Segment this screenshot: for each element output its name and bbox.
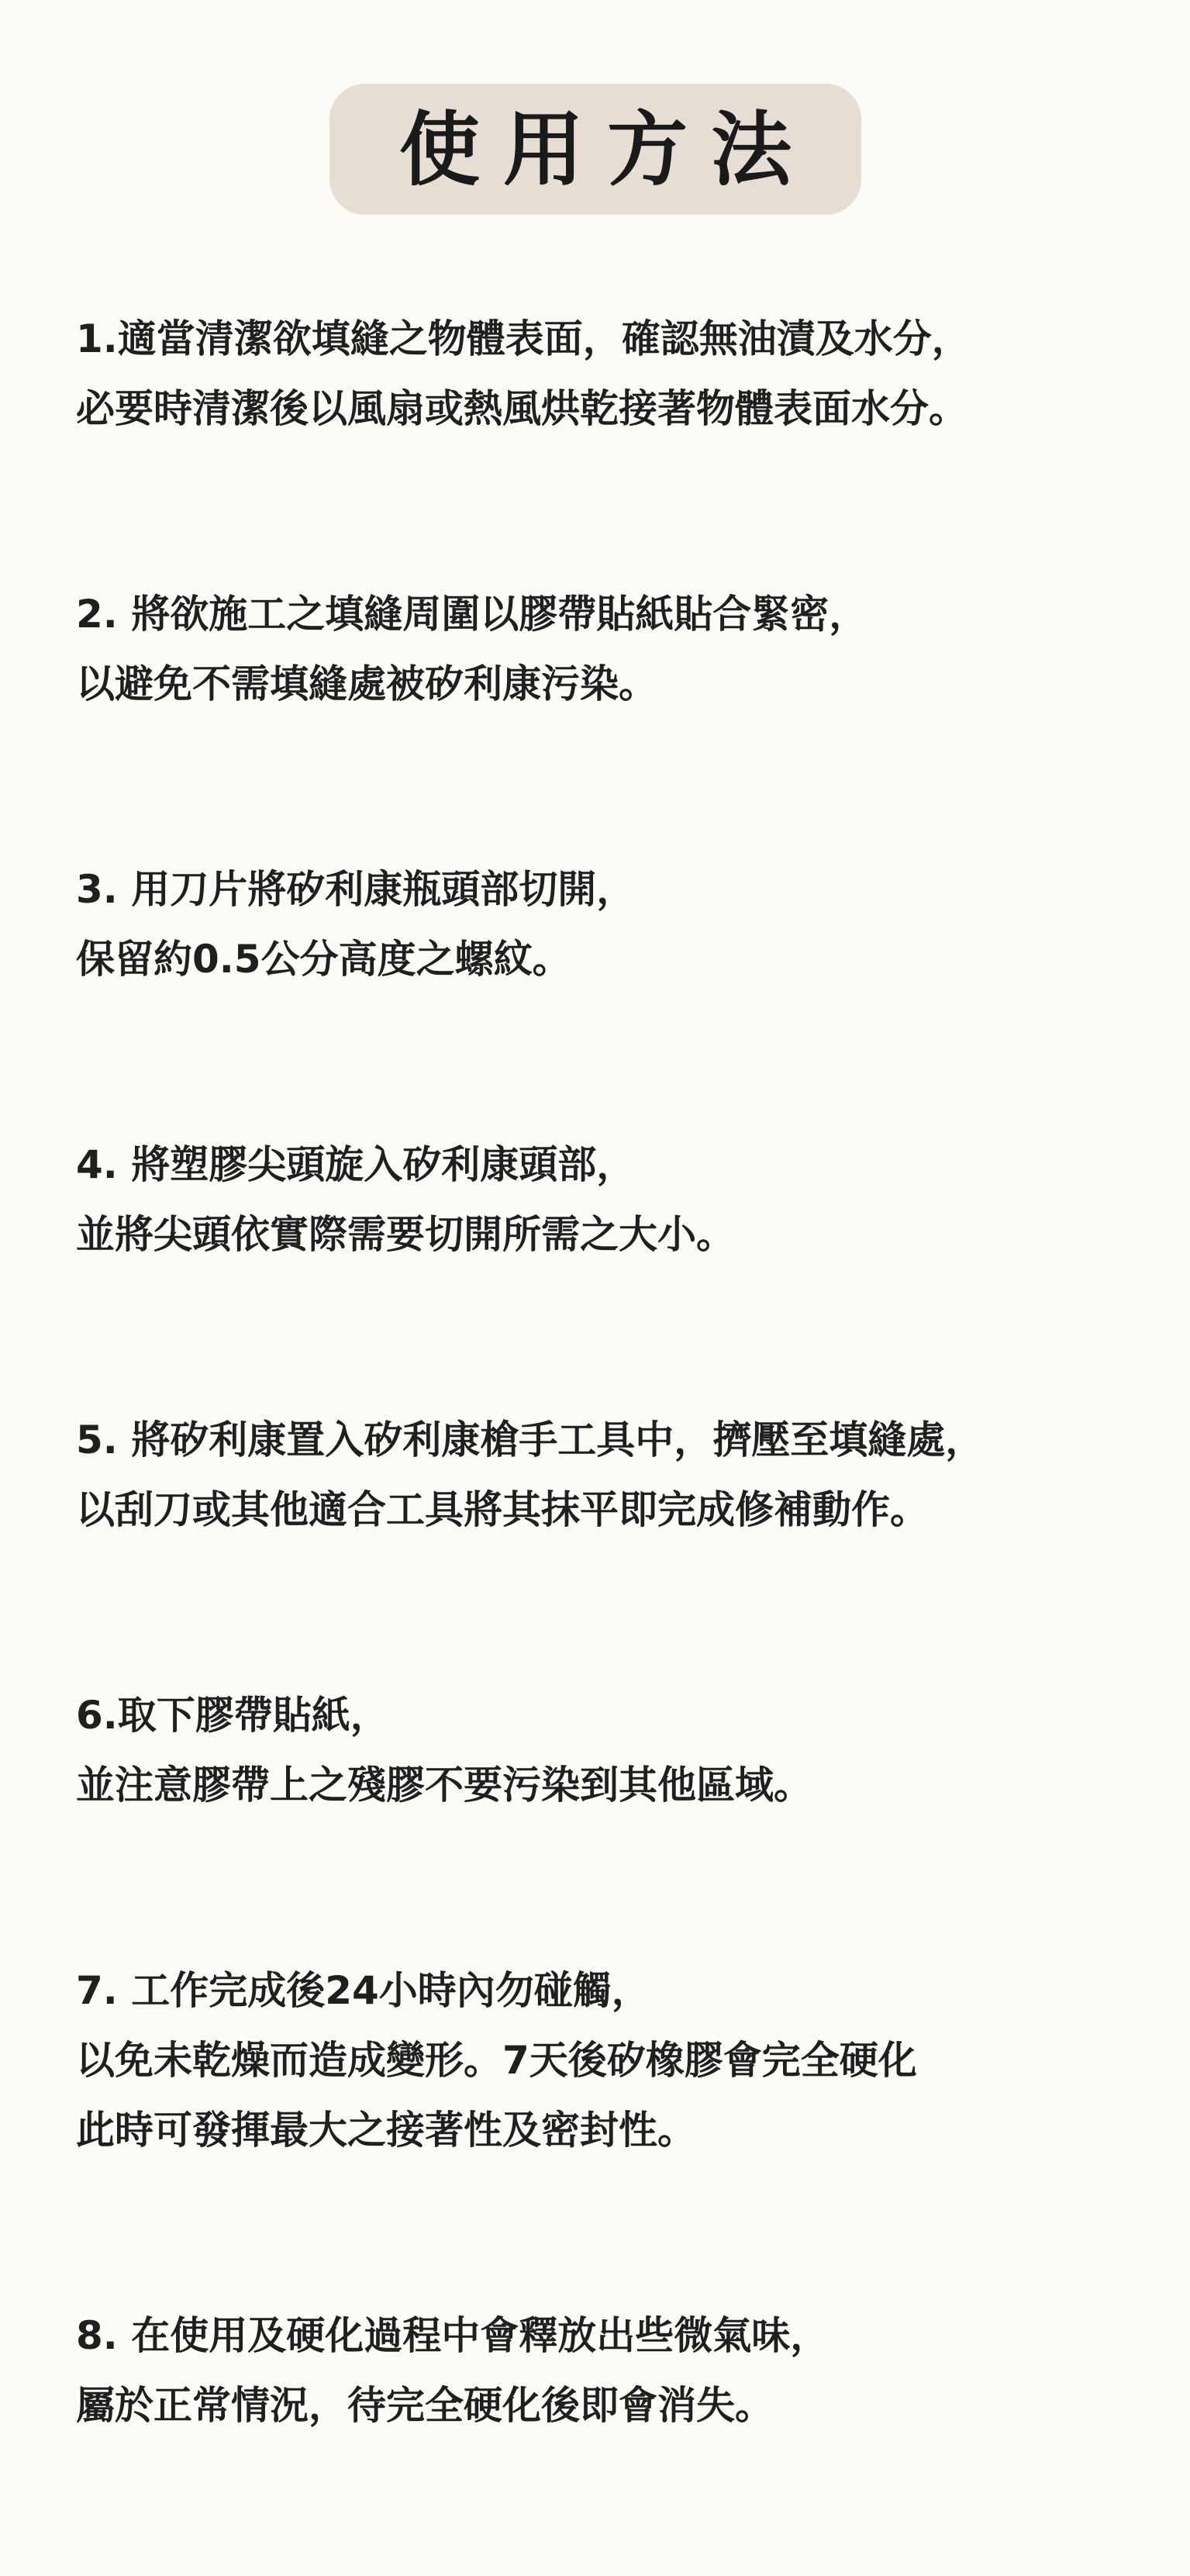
step-line: 並注意膠帶上之殘膠不要污染到其他區域。 — [76, 1763, 812, 1808]
page-title: 使用方法 — [398, 102, 815, 197]
step-8 — [76, 2301, 1177, 2440]
step-1 — [76, 304, 1177, 444]
step-3 — [76, 855, 1177, 994]
step-line: 並將尖頭依實際需要切開所需之大小。 — [76, 1212, 735, 1257]
step-line: 以免未乾燥而造成變形。7天後矽橡膠會完全硬化 — [76, 2038, 917, 2083]
step-7 — [76, 1956, 1177, 2165]
step-line: 以刮刀或其他適合工具將其抹平即完成修補動作。 — [76, 1487, 929, 1532]
step-line: 2. 將欲施工之填縫周圍以膠帶貼紙貼合緊密， — [76, 592, 868, 637]
step-6 — [76, 1680, 1177, 1820]
step-line: 4. 將塑膠尖頭旋入矽利康頭部， — [76, 1142, 636, 1187]
step-line: 屬於正常情況，待完全硬化後即會消失。 — [76, 2383, 774, 2428]
title-badge — [329, 84, 861, 215]
step-line: 保留約0.5公分高度之螺紋。 — [76, 937, 571, 982]
step-line: 此時可發揮最大之接著性及密封性。 — [76, 2108, 696, 2153]
step-5 — [76, 1405, 1177, 1545]
step-line: 6.取下膠帶貼紙， — [76, 1693, 389, 1738]
step-line: 7. 工作完成後24小時內勿碰觸， — [76, 1968, 650, 2013]
step-2 — [76, 579, 1177, 719]
step-line: 8. 在使用及硬化過程中會釋放出些微氣味， — [76, 2313, 830, 2358]
step-line: 1.適當清潔欲填縫之物體表面，確認無油漬及水分， — [76, 316, 971, 361]
step-line: 5. 將矽利康置入矽利康槍手工具中，擠壓至填縫處， — [76, 1417, 985, 1462]
step-line: 3. 用刀片將矽利康瓶頭部切開， — [76, 867, 636, 912]
step-4 — [76, 1130, 1177, 1269]
steps-list — [76, 304, 1177, 2576]
step-line: 以避免不需填縫處被矽利康污染。 — [76, 661, 657, 706]
step-line: 必要時清潔後以風扇或熱風烘乾接著物體表面水分。 — [76, 386, 968, 431]
